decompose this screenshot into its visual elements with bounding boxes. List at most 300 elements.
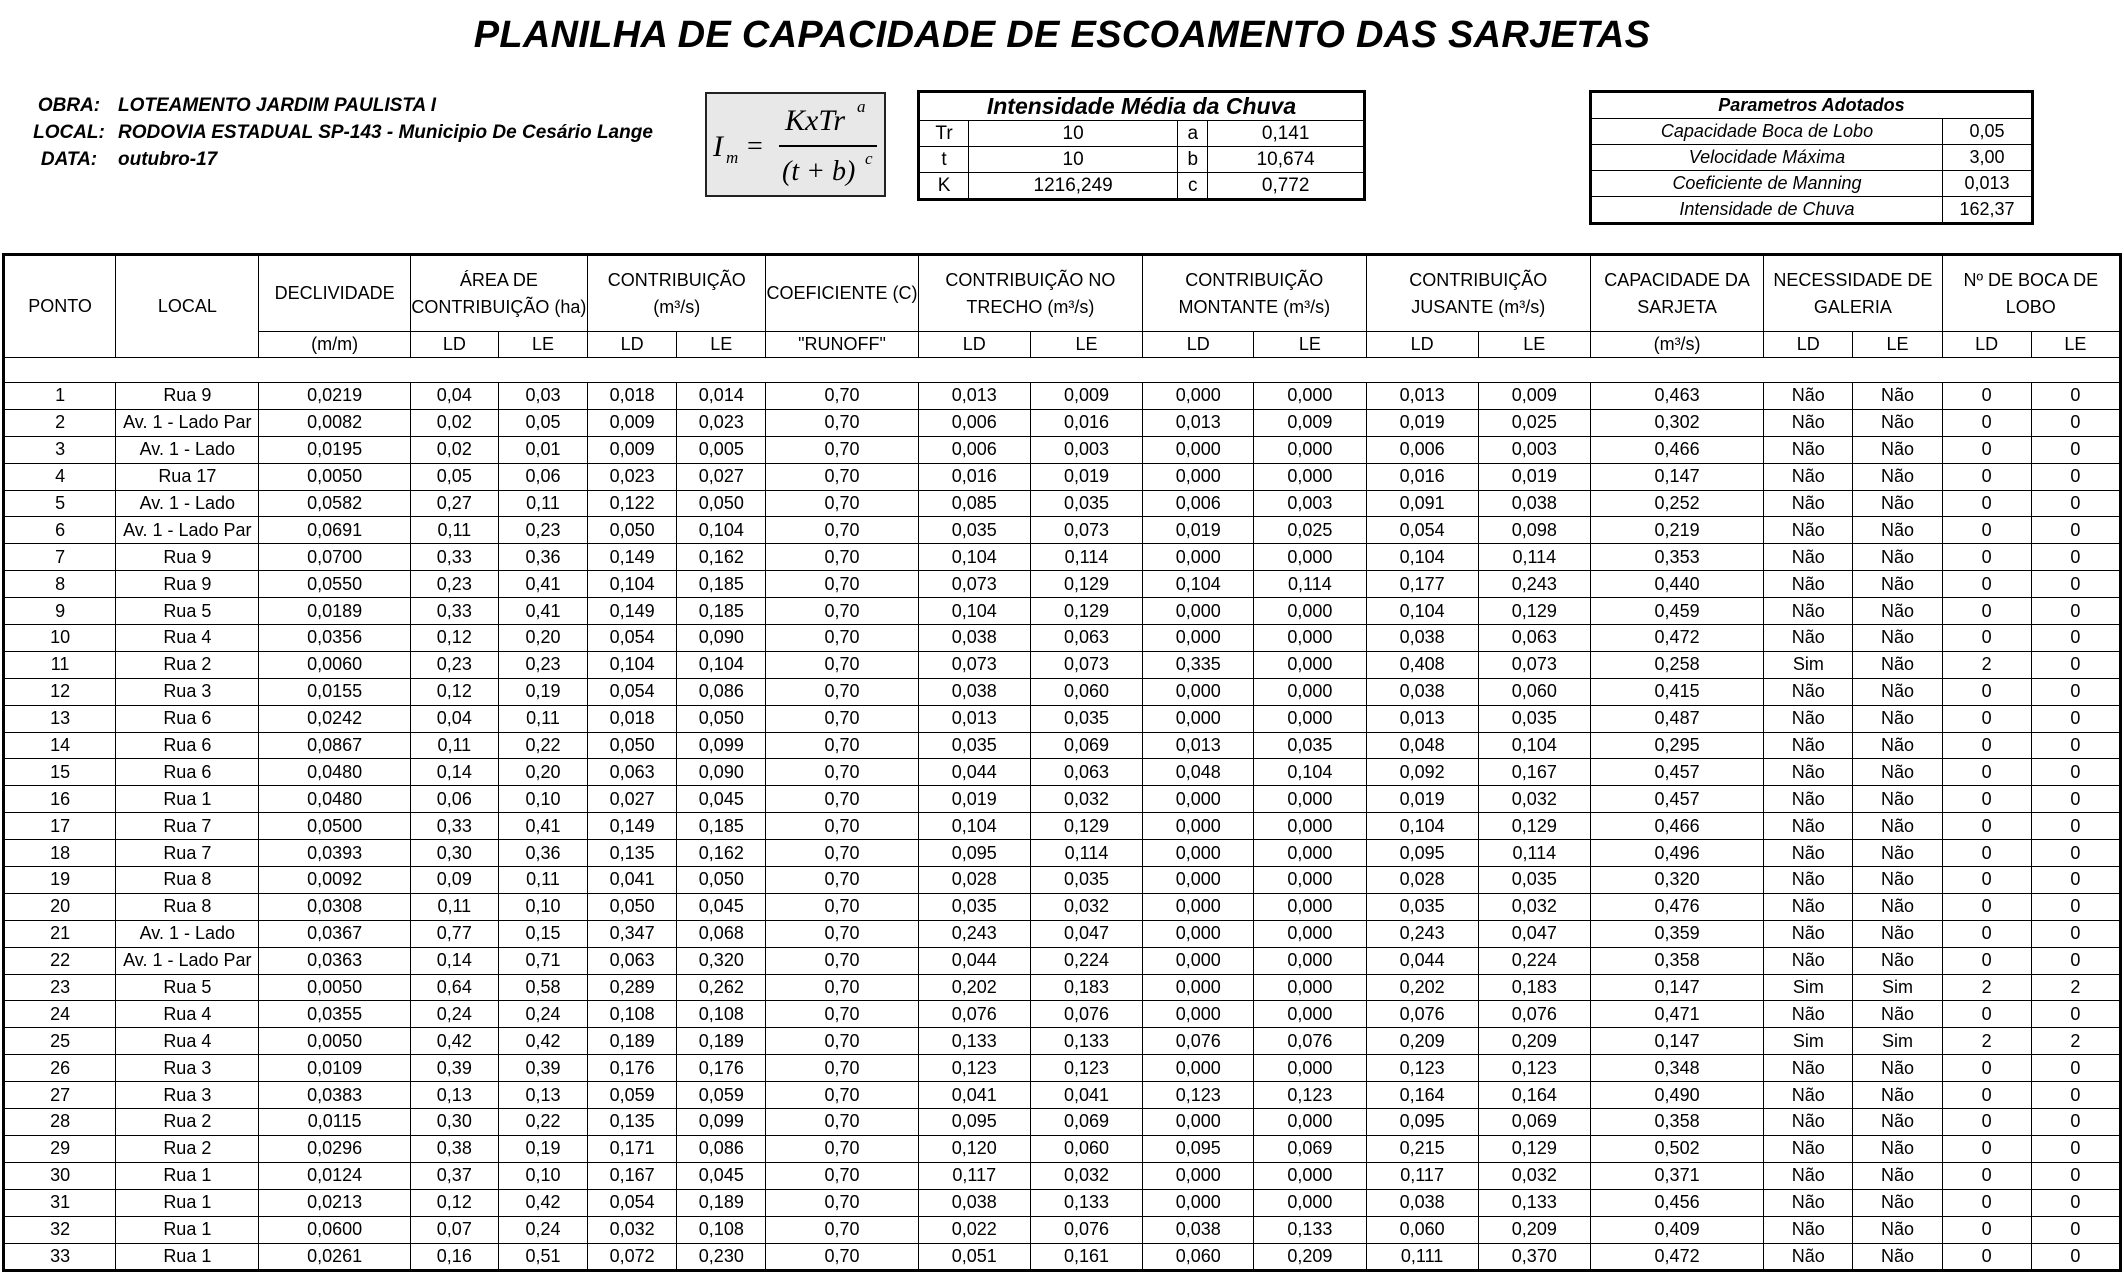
cell-contrib-le: 0,050 <box>677 490 766 517</box>
cell-trecho-ld: 0,104 <box>918 544 1030 571</box>
cell-montante-ld: 0,000 <box>1143 1109 1254 1136</box>
cell-jusante-ld: 0,006 <box>1366 436 1478 463</box>
cell-declividade: 0,0155 <box>259 678 410 705</box>
cell-capacidade: 0,358 <box>1590 1109 1763 1136</box>
cell-declividade: 0,0500 <box>259 813 410 840</box>
cell-galeria-le: Não <box>1853 571 1942 598</box>
subheader-le: LE <box>2031 332 2120 358</box>
header-capacidade: CAPACIDADE DA SARJETA <box>1590 255 1763 332</box>
cell-contrib-le: 0,230 <box>677 1243 766 1271</box>
cell-galeria-le: Não <box>1853 893 1942 920</box>
cell-local: Rua 6 <box>116 705 259 732</box>
cell-galeria-le: Não <box>1853 947 1942 974</box>
cell-jusante-ld: 0,209 <box>1366 1028 1478 1055</box>
cell-coeficiente: 0,70 <box>766 813 918 840</box>
cell-montante-ld: 0,000 <box>1143 544 1254 571</box>
subheader-runoff: "RUNOFF" <box>766 332 918 358</box>
cell-montante-ld: 0,000 <box>1143 920 1254 947</box>
cell-jusante-le: 0,114 <box>1478 840 1590 867</box>
formula-equals: = <box>747 131 763 162</box>
cell-coeficiente: 0,70 <box>766 705 918 732</box>
cell-boca-ld: 2 <box>1942 974 2031 1001</box>
parameter-value: 0,05 <box>1943 119 2033 145</box>
cell-ponto: 14 <box>4 732 116 759</box>
cell-boca-ld: 0 <box>1942 409 2031 436</box>
cell-area-le: 0,03 <box>498 383 587 410</box>
cell-montante-le: 0,000 <box>1254 1001 1366 1028</box>
cell-jusante-ld: 0,013 <box>1366 705 1478 732</box>
cell-jusante-ld: 0,243 <box>1366 920 1478 947</box>
cell-contrib-ld: 0,054 <box>588 625 677 652</box>
cell-boca-ld: 0 <box>1942 1243 2031 1271</box>
cell-montante-le: 0,000 <box>1254 786 1366 813</box>
cell-galeria-le: Não <box>1853 1162 1942 1189</box>
cell-galeria-le: Não <box>1853 1001 1942 1028</box>
cell-boca-ld: 0 <box>1942 598 2031 625</box>
cell-declividade: 0,0308 <box>259 893 410 920</box>
cell-montante-le: 0,035 <box>1254 732 1366 759</box>
cell-boca-ld: 0 <box>1942 571 2031 598</box>
cell: b <box>1178 147 1208 173</box>
cell-local: Rua 3 <box>116 1055 259 1082</box>
cell-area-le: 0,58 <box>498 974 587 1001</box>
cell-area-le: 0,24 <box>498 1216 587 1243</box>
cell-local: Rua 1 <box>116 1243 259 1271</box>
cell-coeficiente: 0,70 <box>766 1055 918 1082</box>
cell-trecho-le: 0,129 <box>1030 571 1142 598</box>
cell-montante-ld: 0,019 <box>1143 517 1254 544</box>
cell-galeria-ld: Não <box>1764 1135 1853 1162</box>
cell-galeria-le: Não <box>1853 625 1942 652</box>
cell-area-le: 0,51 <box>498 1243 587 1271</box>
cell-jusante-ld: 0,215 <box>1366 1135 1478 1162</box>
cell-trecho-ld: 0,038 <box>918 625 1030 652</box>
cell-trecho-le: 0,032 <box>1030 786 1142 813</box>
cell-jusante-ld: 0,104 <box>1366 598 1478 625</box>
cell-galeria-le: Não <box>1853 1135 1942 1162</box>
cell-boca-le: 0 <box>2031 436 2120 463</box>
cell-trecho-ld: 0,035 <box>918 893 1030 920</box>
cell-declividade: 0,0115 <box>259 1109 410 1136</box>
cell-trecho-ld: 0,104 <box>918 598 1030 625</box>
cell-declividade: 0,0109 <box>259 1055 410 1082</box>
cell-capacidade: 0,258 <box>1590 651 1763 678</box>
parameter-row <box>1591 197 2033 224</box>
cell-local: Rua 4 <box>116 625 259 652</box>
cell-area-ld: 0,42 <box>410 1028 498 1055</box>
cell-ponto: 27 <box>4 1082 116 1109</box>
cell: Tr <box>919 121 969 147</box>
header-contribuicao: CONTRIBUIÇÃO (m³/s) <box>588 255 766 332</box>
cell-boca-le: 0 <box>2031 759 2120 786</box>
cell-contrib-ld: 0,347 <box>588 920 677 947</box>
cell-trecho-ld: 0,013 <box>918 383 1030 410</box>
cell-boca-le: 0 <box>2031 1055 2120 1082</box>
cell-montante-ld: 0,048 <box>1143 759 1254 786</box>
cell-local: Av. 1 - Lado <box>116 436 259 463</box>
cell-trecho-ld: 0,019 <box>918 786 1030 813</box>
cell-capacidade: 0,457 <box>1590 786 1763 813</box>
cell-galeria-le: Não <box>1853 651 1942 678</box>
cell-declividade: 0,0050 <box>259 463 410 490</box>
cell-capacidade: 0,459 <box>1590 598 1763 625</box>
cell-galeria-ld: Sim <box>1764 1028 1853 1055</box>
cell-jusante-le: 0,035 <box>1478 867 1590 894</box>
cell-trecho-le: 0,060 <box>1030 678 1142 705</box>
cell-boca-ld: 0 <box>1942 1082 2031 1109</box>
cell-coeficiente: 0,70 <box>766 732 918 759</box>
cell-jusante-le: 0,047 <box>1478 920 1590 947</box>
cell-contrib-le: 0,104 <box>677 651 766 678</box>
cell-galeria-ld: Não <box>1764 678 1853 705</box>
cell-jusante-ld: 0,091 <box>1366 490 1478 517</box>
table-row <box>4 1189 2121 1216</box>
cell-local: Rua 1 <box>116 1189 259 1216</box>
cell-boca-ld: 0 <box>1942 1189 2031 1216</box>
cell-contrib-ld: 0,018 <box>588 383 677 410</box>
cell-jusante-ld: 0,095 <box>1366 1109 1478 1136</box>
cell-area-ld: 0,16 <box>410 1243 498 1271</box>
cell-capacidade: 0,466 <box>1590 813 1763 840</box>
cell-area-ld: 0,23 <box>410 571 498 598</box>
cell-montante-ld: 0,000 <box>1143 1001 1254 1028</box>
cell-coeficiente: 0,70 <box>766 1135 918 1162</box>
cell-coeficiente: 0,70 <box>766 893 918 920</box>
cell-local: Rua 1 <box>116 1162 259 1189</box>
cell-galeria-ld: Não <box>1764 1162 1853 1189</box>
cell-declividade: 0,0092 <box>259 867 410 894</box>
parameters-title: Parametros Adotados <box>1591 92 2033 119</box>
cell-trecho-le: 0,129 <box>1030 598 1142 625</box>
cell-ponto: 23 <box>4 974 116 1001</box>
cell: K <box>919 173 969 200</box>
parameter-label: Coeficiente de Manning <box>1591 171 1943 197</box>
cell-montante-ld: 0,000 <box>1143 463 1254 490</box>
cell-coeficiente: 0,70 <box>766 598 918 625</box>
cell-ponto: 11 <box>4 651 116 678</box>
cell-montante-le: 0,076 <box>1254 1028 1366 1055</box>
cell-ponto: 12 <box>4 678 116 705</box>
cell-contrib-le: 0,068 <box>677 920 766 947</box>
cell-boca-le: 0 <box>2031 1243 2120 1271</box>
cell-boca-le: 0 <box>2031 490 2120 517</box>
cell-area-le: 0,20 <box>498 759 587 786</box>
cell-area-ld: 0,39 <box>410 1055 498 1082</box>
cell-galeria-le: Não <box>1853 920 1942 947</box>
cell-capacidade: 0,456 <box>1590 1189 1763 1216</box>
cell-declividade: 0,0582 <box>259 490 410 517</box>
cell-contrib-ld: 0,176 <box>588 1055 677 1082</box>
cell-jusante-le: 0,209 <box>1478 1216 1590 1243</box>
cell-capacidade: 0,496 <box>1590 840 1763 867</box>
cell-montante-ld: 0,000 <box>1143 867 1254 894</box>
cell-jusante-ld: 0,060 <box>1366 1216 1478 1243</box>
cell-galeria-le: Não <box>1853 383 1942 410</box>
cell-local: Rua 2 <box>116 651 259 678</box>
cell-galeria-ld: Não <box>1764 867 1853 894</box>
cell-declividade: 0,0355 <box>259 1001 410 1028</box>
header-ponto: PONTO <box>4 255 116 358</box>
cell-coeficiente: 0,70 <box>766 1216 918 1243</box>
cell-trecho-le: 0,069 <box>1030 1109 1142 1136</box>
cell-boca-le: 0 <box>2031 947 2120 974</box>
table-row <box>4 893 2121 920</box>
cell-ponto: 16 <box>4 786 116 813</box>
cell-local: Rua 9 <box>116 383 259 410</box>
table-row <box>4 651 2121 678</box>
cell-boca-le: 0 <box>2031 705 2120 732</box>
cell: 10 <box>969 121 1178 147</box>
cell-coeficiente: 0,70 <box>766 517 918 544</box>
cell-boca-le: 0 <box>2031 786 2120 813</box>
cell-area-le: 0,22 <box>498 1109 587 1136</box>
parameter-label: Capacidade Boca de Lobo <box>1591 119 1943 145</box>
cell-contrib-le: 0,099 <box>677 732 766 759</box>
cell-contrib-ld: 0,063 <box>588 947 677 974</box>
cell-ponto: 13 <box>4 705 116 732</box>
cell-boca-le: 0 <box>2031 920 2120 947</box>
cell-galeria-ld: Não <box>1764 1243 1853 1271</box>
cell-boca-le: 0 <box>2031 383 2120 410</box>
cell-trecho-le: 0,073 <box>1030 517 1142 544</box>
cell-area-le: 0,71 <box>498 947 587 974</box>
cell-contrib-ld: 0,104 <box>588 651 677 678</box>
cell-trecho-le: 0,047 <box>1030 920 1142 947</box>
cell-trecho-le: 0,224 <box>1030 947 1142 974</box>
subheader-le: LE <box>1030 332 1142 358</box>
cell-coeficiente: 0,70 <box>766 974 918 1001</box>
cell-trecho-ld: 0,035 <box>918 732 1030 759</box>
cell-ponto: 32 <box>4 1216 116 1243</box>
cell-contrib-le: 0,086 <box>677 1135 766 1162</box>
cell-local: Rua 1 <box>116 1216 259 1243</box>
cell-boca-ld: 2 <box>1942 1028 2031 1055</box>
parameter-row <box>1591 171 2033 197</box>
cell-trecho-ld: 0,104 <box>918 813 1030 840</box>
cell-boca-ld: 0 <box>1942 947 2031 974</box>
cell-montante-le: 0,003 <box>1254 490 1366 517</box>
cell-jusante-le: 0,114 <box>1478 544 1590 571</box>
cell-trecho-le: 0,016 <box>1030 409 1142 436</box>
cell-contrib-le: 0,023 <box>677 409 766 436</box>
cell-area-le: 0,05 <box>498 409 587 436</box>
cell-coeficiente: 0,70 <box>766 1162 918 1189</box>
cell-coeficiente: 0,70 <box>766 759 918 786</box>
cell-contrib-le: 0,262 <box>677 974 766 1001</box>
cell-capacidade: 0,472 <box>1590 1243 1763 1271</box>
cell-jusante-ld: 0,038 <box>1366 625 1478 652</box>
cell-boca-le: 0 <box>2031 1189 2120 1216</box>
cell-coeficiente: 0,70 <box>766 490 918 517</box>
cell-montante-le: 0,000 <box>1254 625 1366 652</box>
cell-trecho-le: 0,063 <box>1030 759 1142 786</box>
cell-area-le: 0,23 <box>498 651 587 678</box>
cell-declividade: 0,0700 <box>259 544 410 571</box>
cell-montante-le: 0,000 <box>1254 598 1366 625</box>
cell-galeria-le: Não <box>1853 598 1942 625</box>
cell-jusante-le: 0,209 <box>1478 1028 1590 1055</box>
cell-capacidade: 0,302 <box>1590 409 1763 436</box>
cell-boca-le: 0 <box>2031 678 2120 705</box>
cell-boca-ld: 0 <box>1942 1109 2031 1136</box>
cell-jusante-le: 0,123 <box>1478 1055 1590 1082</box>
cell-declividade: 0,0050 <box>259 974 410 1001</box>
cell-trecho-le: 0,032 <box>1030 1162 1142 1189</box>
subheader-le: LE <box>498 332 587 358</box>
header-coeficiente: COEFICIENTE (C) <box>766 255 918 332</box>
cell-area-ld: 0,04 <box>410 705 498 732</box>
header-jusante: CONTRIBUIÇÃO JUSANTE (m³/s) <box>1366 255 1590 332</box>
subheader-capacidade-unit: (m³/s) <box>1590 332 1763 358</box>
cell-galeria-ld: Sim <box>1764 651 1853 678</box>
cell-contrib-ld: 0,050 <box>588 732 677 759</box>
cell-jusante-ld: 0,177 <box>1366 571 1478 598</box>
cell-boca-ld: 0 <box>1942 625 2031 652</box>
table-row <box>4 490 2121 517</box>
header-necessidade: NECESSIDADE DE GALERIA <box>1764 255 1942 332</box>
header-declividade: DECLIVIDADE <box>259 255 410 332</box>
subheader-ld: LD <box>410 332 498 358</box>
cell-capacidade: 0,371 <box>1590 1162 1763 1189</box>
cell-contrib-le: 0,162 <box>677 840 766 867</box>
formula-graphic <box>707 94 884 195</box>
cell-local: Rua 9 <box>116 571 259 598</box>
cell-area-ld: 0,11 <box>410 893 498 920</box>
cell-montante-ld: 0,076 <box>1143 1028 1254 1055</box>
cell-galeria-le: Não <box>1853 786 1942 813</box>
cell-trecho-ld: 0,041 <box>918 1082 1030 1109</box>
cell-trecho-ld: 0,038 <box>918 678 1030 705</box>
cell-montante-le: 0,123 <box>1254 1082 1366 1109</box>
cell-boca-ld: 0 <box>1942 705 2031 732</box>
obra-value: LOTEAMENTO JARDIM PAULISTA I <box>118 95 437 116</box>
cell-jusante-le: 0,069 <box>1478 1109 1590 1136</box>
cell-area-ld: 0,12 <box>410 1189 498 1216</box>
cell-area-ld: 0,02 <box>410 436 498 463</box>
cell-trecho-ld: 0,133 <box>918 1028 1030 1055</box>
cell-galeria-le: Não <box>1853 813 1942 840</box>
cell-montante-le: 0,009 <box>1254 409 1366 436</box>
cell-trecho-ld: 0,073 <box>918 651 1030 678</box>
cell-galeria-ld: Não <box>1764 893 1853 920</box>
table-row <box>4 436 2121 463</box>
cell-trecho-le: 0,114 <box>1030 840 1142 867</box>
cell-contrib-le: 0,005 <box>677 436 766 463</box>
cell-contrib-le: 0,189 <box>677 1028 766 1055</box>
cell-jusante-ld: 0,104 <box>1366 813 1478 840</box>
cell-local: Rua 3 <box>116 1082 259 1109</box>
cell-contrib-le: 0,045 <box>677 786 766 813</box>
cell-capacidade: 0,219 <box>1590 517 1763 544</box>
cell-contrib-ld: 0,050 <box>588 517 677 544</box>
cell-coeficiente: 0,70 <box>766 1028 918 1055</box>
cell-local: Av. 1 - Lado Par <box>116 409 259 436</box>
cell-galeria-le: Não <box>1853 867 1942 894</box>
cell-boca-ld: 0 <box>1942 1162 2031 1189</box>
cell-montante-le: 0,000 <box>1254 705 1366 732</box>
subheader-ld: LD <box>918 332 1030 358</box>
cell-boca-ld: 0 <box>1942 678 2031 705</box>
cell-coeficiente: 0,70 <box>766 786 918 813</box>
cell-local: Rua 4 <box>116 1001 259 1028</box>
cell-contrib-le: 0,099 <box>677 1109 766 1136</box>
cell-contrib-le: 0,162 <box>677 544 766 571</box>
cell-galeria-le: Não <box>1853 409 1942 436</box>
cell-boca-ld: 0 <box>1942 893 2031 920</box>
cell-contrib-ld: 0,149 <box>588 813 677 840</box>
cell-galeria-le: Não <box>1853 436 1942 463</box>
cell-contrib-ld: 0,171 <box>588 1135 677 1162</box>
cell-capacidade: 0,490 <box>1590 1082 1763 1109</box>
cell-coeficiente: 0,70 <box>766 409 918 436</box>
cell-ponto: 7 <box>4 544 116 571</box>
cell-local: Av. 1 - Lado <box>116 920 259 947</box>
cell-jusante-ld: 0,408 <box>1366 651 1478 678</box>
cell-montante-ld: 0,000 <box>1143 786 1254 813</box>
cell-ponto: 20 <box>4 893 116 920</box>
cell-boca-ld: 0 <box>1942 544 2031 571</box>
cell-capacidade: 0,476 <box>1590 893 1763 920</box>
cell-contrib-le: 0,090 <box>677 625 766 652</box>
cell-ponto: 5 <box>4 490 116 517</box>
cell-local: Rua 2 <box>116 1109 259 1136</box>
cell-trecho-ld: 0,202 <box>918 974 1030 1001</box>
cell-montante-ld: 0,000 <box>1143 1189 1254 1216</box>
cell-ponto: 33 <box>4 1243 116 1271</box>
table-row <box>4 1135 2121 1162</box>
cell-declividade: 0,0219 <box>259 383 410 410</box>
cell-jusante-ld: 0,104 <box>1366 544 1478 571</box>
cell-jusante-le: 0,038 <box>1478 490 1590 517</box>
cell-contrib-ld: 0,059 <box>588 1082 677 1109</box>
table-row <box>4 517 2121 544</box>
cell-boca-ld: 0 <box>1942 813 2031 840</box>
cell-boca-le: 0 <box>2031 463 2120 490</box>
cell-ponto: 9 <box>4 598 116 625</box>
cell-area-ld: 0,33 <box>410 544 498 571</box>
cell-area-le: 0,24 <box>498 1001 587 1028</box>
cell-montante-ld: 0,123 <box>1143 1082 1254 1109</box>
cell-galeria-le: Não <box>1853 1109 1942 1136</box>
cell-local: Rua 6 <box>116 732 259 759</box>
cell-trecho-ld: 0,076 <box>918 1001 1030 1028</box>
data-row <box>20 146 653 173</box>
table-row <box>4 867 2121 894</box>
cell-contrib-le: 0,185 <box>677 571 766 598</box>
cell-trecho-le: 0,063 <box>1030 625 1142 652</box>
table-row <box>4 598 2121 625</box>
cell-boca-ld: 2 <box>1942 651 2031 678</box>
table-row <box>4 571 2121 598</box>
cell-area-le: 0,22 <box>498 732 587 759</box>
cell-jusante-ld: 0,044 <box>1366 947 1478 974</box>
cell-local: Rua 2 <box>116 1135 259 1162</box>
cell-trecho-ld: 0,022 <box>918 1216 1030 1243</box>
formula-lhs: I <box>713 130 723 163</box>
cell-galeria-ld: Não <box>1764 920 1853 947</box>
cell-trecho-le: 0,035 <box>1030 705 1142 732</box>
cell-montante-ld: 0,000 <box>1143 947 1254 974</box>
cell-area-ld: 0,11 <box>410 732 498 759</box>
cell-jusante-le: 0,032 <box>1478 1162 1590 1189</box>
cell-boca-ld: 0 <box>1942 732 2031 759</box>
cell-capacidade: 0,295 <box>1590 732 1763 759</box>
cell-area-ld: 0,33 <box>410 598 498 625</box>
formula-lhs-sub: m <box>726 148 739 167</box>
table-row <box>4 786 2121 813</box>
cell-jusante-le: 0,129 <box>1478 598 1590 625</box>
cell-declividade: 0,0691 <box>259 517 410 544</box>
